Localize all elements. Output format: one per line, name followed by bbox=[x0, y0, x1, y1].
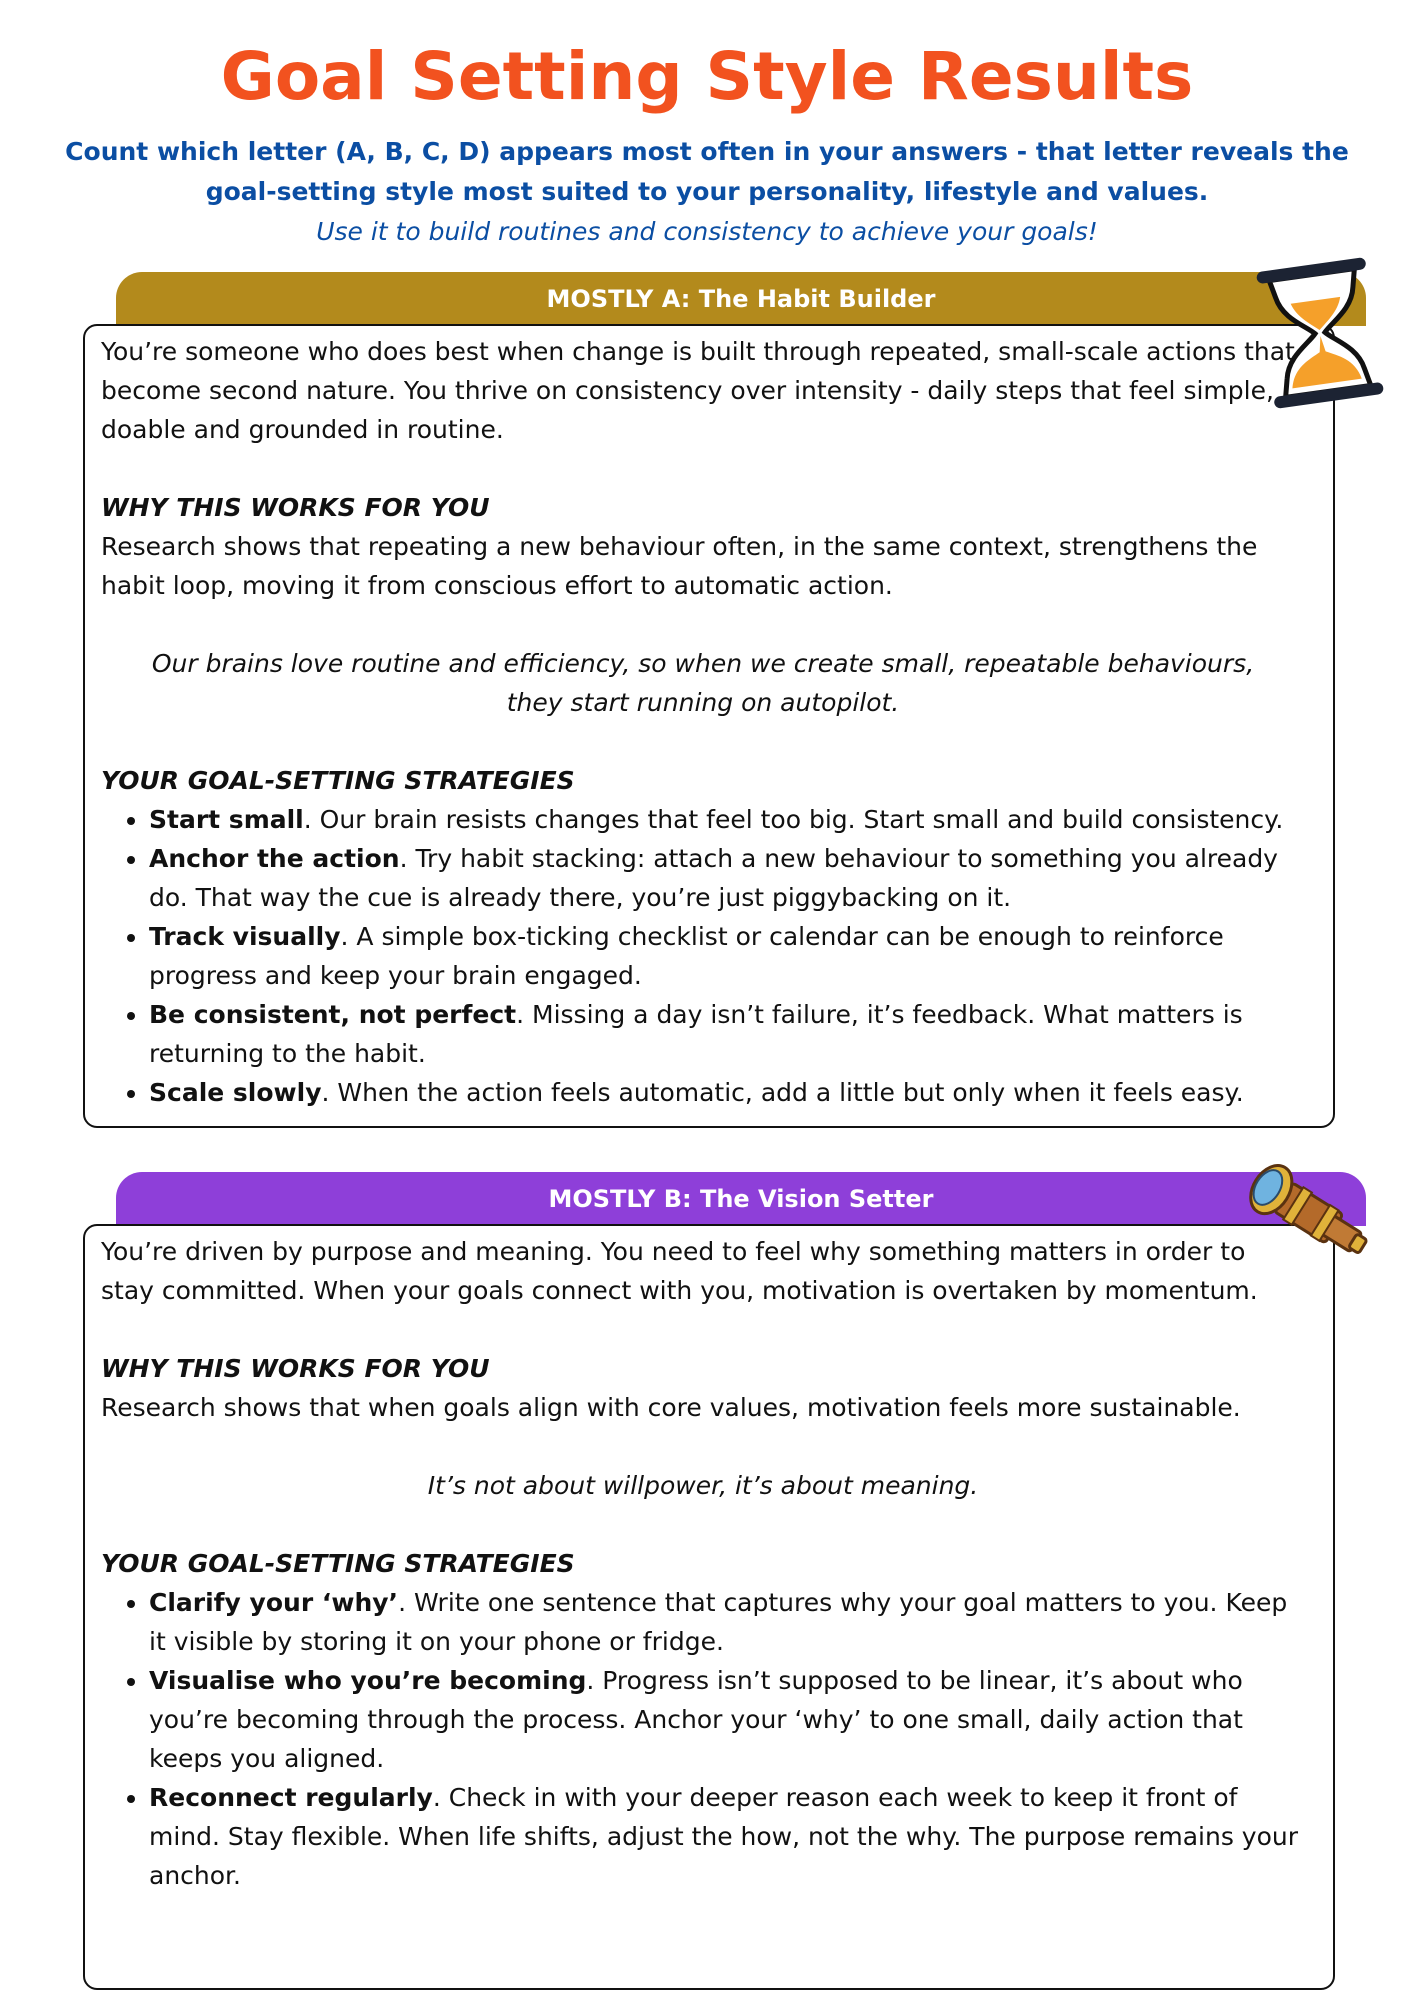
strategy-title: Reconnect regularly bbox=[149, 1783, 433, 1812]
strategy-text: . Progress isn’t supposed to be linear, it’s about who you’re becoming through the process. Anchor your ‘why’ to one small, daily action that keeps you aligned. bbox=[149, 1666, 1243, 1773]
strategy-title: Clarify your ‘why’ bbox=[149, 1588, 399, 1617]
strategy-title: Track visually bbox=[149, 922, 341, 951]
section-a-strategies-heading: YOUR GOAL-SETTING STRATEGIES bbox=[101, 766, 575, 795]
section-a-card bbox=[83, 324, 1335, 1128]
strategy-text: . Write one sentence that captures why your goal matters to you. Keep it visible by storing it on your phone or fridge. bbox=[149, 1588, 1288, 1656]
strategy-item bbox=[149, 800, 1305, 839]
section-a-quote-line-1: Our brains love routine and efficiency, so when we create small, repeatable behaviours, bbox=[151, 649, 1255, 678]
section-a-quote-line-2: they start running on autopilot. bbox=[506, 688, 900, 717]
section-a-strategy-list bbox=[101, 800, 1305, 1112]
strategy-item bbox=[149, 1073, 1305, 1112]
strategy-title: Be consistent, not perfect bbox=[149, 1000, 517, 1029]
section-b-quote: It’s not about willpower, it’s about meaning. bbox=[427, 1471, 979, 1500]
section-b-card bbox=[83, 1224, 1335, 1990]
strategy-text: . Missing a day isn’t failure, it’s feedback. What matters is returning to the habit. bbox=[149, 1000, 1243, 1068]
strategy-item bbox=[149, 1583, 1305, 1661]
strategy-title: Visualise who you’re becoming bbox=[149, 1666, 587, 1695]
intro-line-2: goal-setting style most suited to your personality, lifestyle and values. bbox=[205, 177, 1209, 206]
section-a-intro: You’re someone who does best when change is built through repeated, small-scale actions that become second nature. You thrive on consistency over intensity - daily steps that feel simple, doable and grounded in routine. bbox=[101, 337, 1295, 444]
strategy-text: . Try habit stacking: attach a new behaviour to something you already do. That way the cue is already there, you’re just piggybacking on it. bbox=[149, 844, 1278, 912]
strategy-item bbox=[149, 917, 1305, 995]
intro-italic: Use it to build routines and consistency to achieve your goals! bbox=[316, 217, 1098, 246]
strategy-text: . A simple box-ticking checklist or calendar can be enough to reinforce progress and keep your brain engaged. bbox=[149, 922, 1224, 990]
section-a-tab: MOSTLY A: The Habit Builder bbox=[116, 272, 1366, 326]
strategy-item bbox=[149, 839, 1305, 917]
section-b-why-heading: WHY THIS WORKS FOR YOU bbox=[101, 1354, 490, 1383]
hourglass-icon bbox=[1255, 252, 1385, 414]
strategy-text: . Our brain resists changes that feel too big. Start small and build consistency. bbox=[303, 805, 1284, 834]
section-a-why-text: Research shows that repeating a new behaviour often, in the same context, strengthens the habit loop, moving it from conscious effort to automatic action. bbox=[101, 532, 1258, 600]
page-title: Goal Setting Style Results bbox=[220, 38, 1194, 115]
strategy-title: Scale slowly bbox=[149, 1078, 322, 1107]
section-b-why-text: Research shows that when goals align with core values, motivation feels more sustainable. bbox=[101, 1393, 1241, 1422]
strategy-item bbox=[149, 1778, 1305, 1895]
telescope-icon bbox=[1230, 1148, 1380, 1278]
section-b-strategy-list bbox=[101, 1583, 1305, 1895]
strategy-item bbox=[149, 995, 1305, 1073]
section-b-tab: MOSTLY B: The Vision Setter bbox=[116, 1172, 1366, 1226]
strategy-text: . Check in with your deeper reason each week to keep it front of mind. Stay flexible. When life shifts, adjust the how, not the why. The purpose remains your anchor. bbox=[149, 1783, 1299, 1890]
strategy-item bbox=[149, 1661, 1305, 1778]
strategy-text: . When the action feels automatic, add a little but only when it feels easy. bbox=[321, 1078, 1244, 1107]
section-a-why-heading: WHY THIS WORKS FOR YOU bbox=[101, 493, 490, 522]
strategy-title: Start small bbox=[149, 805, 304, 834]
intro-line-1: Count which letter (A, B, C, D) appears most often in your answers - that letter reveals the bbox=[65, 137, 1349, 166]
section-b-intro: You’re driven by purpose and meaning. You need to feel why something matters in order to stay committed. When your goals connect with you, motivation is overtaken by momentum. bbox=[101, 1237, 1258, 1305]
section-a-quote bbox=[101, 644, 1305, 722]
section-b-strategies-heading: YOUR GOAL-SETTING STRATEGIES bbox=[101, 1549, 575, 1578]
strategy-title: Anchor the action bbox=[149, 844, 400, 873]
